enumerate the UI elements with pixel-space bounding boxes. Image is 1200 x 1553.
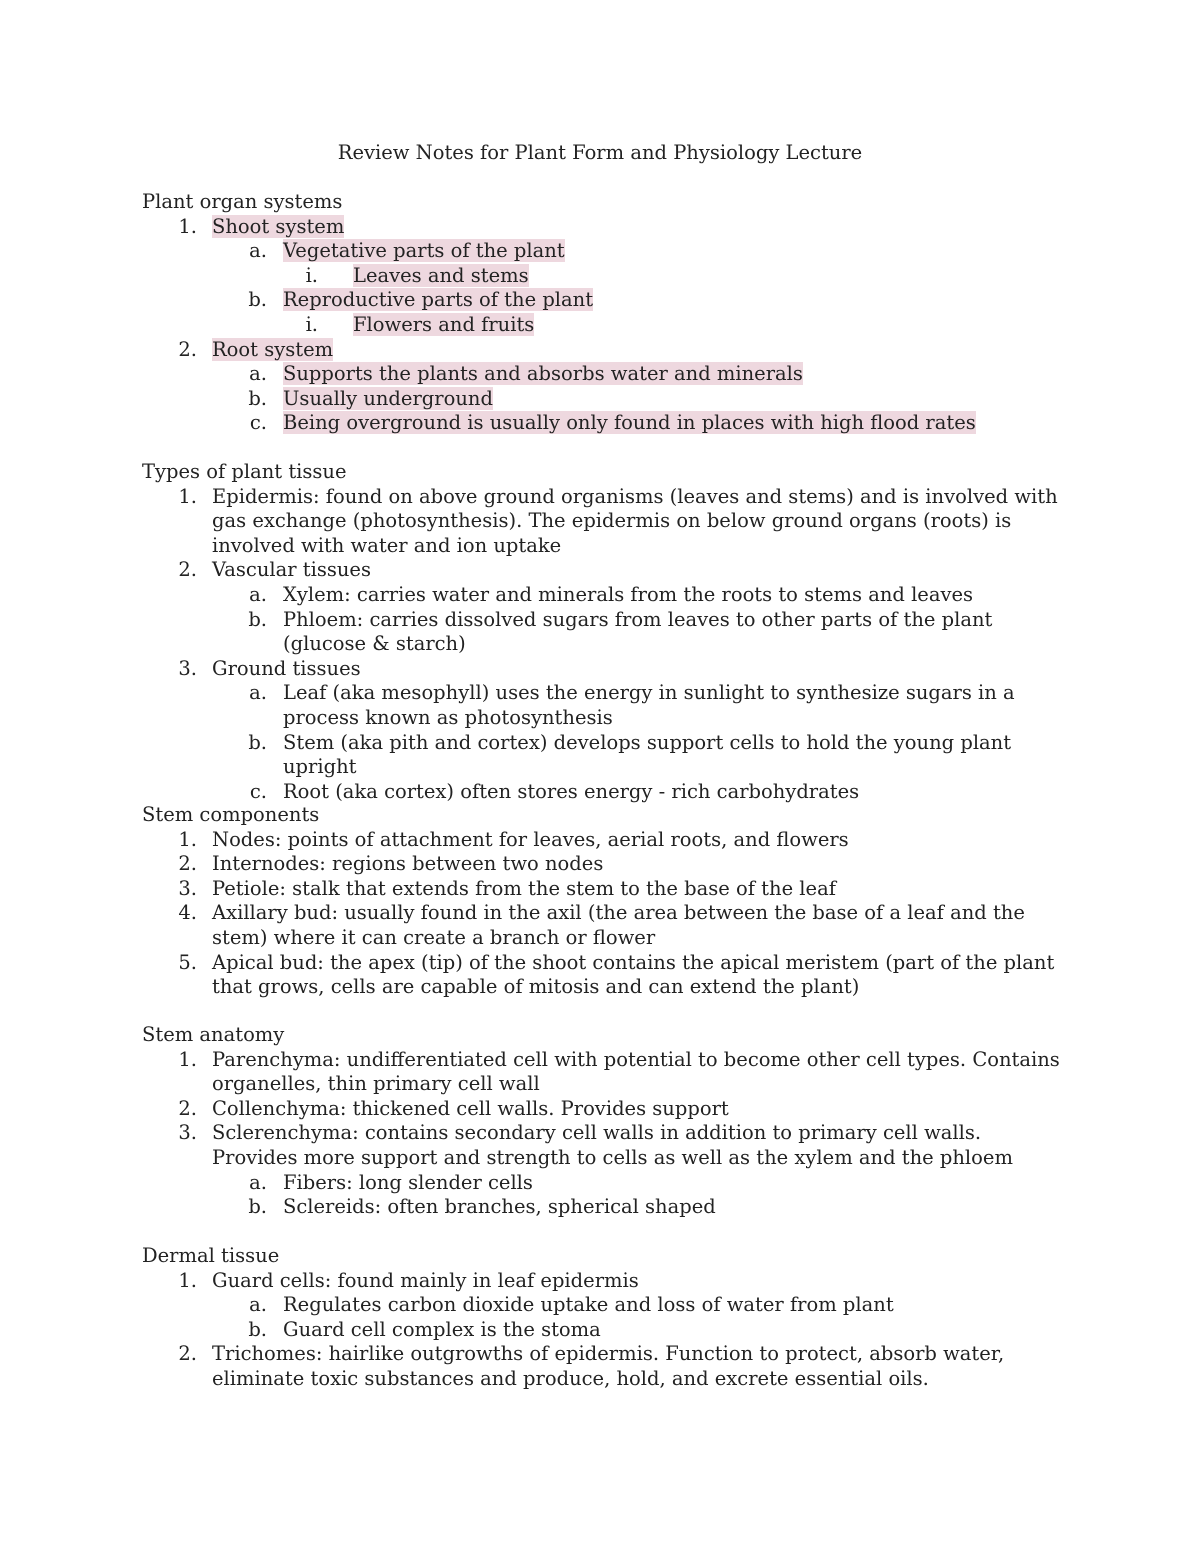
list-item — [142, 338, 1072, 363]
list-item — [142, 239, 1072, 264]
page-title: Review Notes for Plant Form and Physiology Lecture — [337, 141, 863, 164]
list-marker: b. — [248, 1195, 267, 1219]
list-item — [142, 1121, 1072, 1170]
list-item — [142, 608, 1072, 657]
list-item — [142, 1269, 1072, 1294]
list-marker: a. — [249, 1293, 267, 1317]
list-item-text: Root system — [212, 337, 334, 361]
section-heading: Types of plant tissue — [142, 460, 347, 483]
list-item — [142, 1048, 1072, 1097]
list-marker: 2. — [178, 1342, 197, 1366]
list-item — [142, 951, 1072, 1000]
list-marker: 3. — [178, 1121, 197, 1145]
list-marker: a. — [249, 239, 267, 263]
section-stem-anatomy — [142, 1023, 1072, 1220]
list-item-text: Epidermis: found on above ground organisms (leaves and stems) and is involved with gas exchange (photosynthesis). The epidermis on below ground organs (roots) is involved with water and ion uptake — [212, 484, 1058, 557]
list-item — [142, 1195, 1072, 1220]
list-item — [142, 411, 1072, 436]
list-item-text: Supports the plants and absorbs water and minerals — [283, 362, 803, 386]
list-item — [142, 877, 1072, 902]
list-item — [142, 731, 1072, 780]
list-item-text: Guard cells: found mainly in leaf epidermis — [212, 1268, 639, 1292]
list-marker: 1. — [178, 214, 197, 238]
list-item — [142, 215, 1072, 240]
list-marker: c. — [249, 411, 267, 435]
list-item-text: Ground tissues — [212, 656, 361, 680]
list-item — [142, 1342, 1072, 1391]
list-item — [142, 657, 1072, 682]
list-marker: 1. — [178, 1268, 197, 1292]
list-item-text: Root (aka cortex) often stores energy - rich carbohydrates — [283, 779, 860, 803]
list-item-text: Internodes: regions between two nodes — [212, 852, 604, 876]
list-item-text: Vascular tissues — [212, 558, 371, 582]
list-marker: 1. — [178, 827, 197, 851]
list-marker: a. — [249, 362, 267, 386]
list-marker: i. — [305, 312, 318, 336]
list-item — [142, 780, 1072, 805]
list-item — [142, 583, 1072, 608]
section-heading: Stem components — [142, 803, 320, 826]
list-item — [142, 387, 1072, 412]
list-item-text: Regulates carbon dioxide uptake and loss of water from plant — [283, 1293, 894, 1317]
list-item-text: Trichomes: hairlike outgrowths of epidermis. Function to protect, absorb water, eliminate toxic substances and produce, hold, and excrete essential oils. — [212, 1342, 1005, 1390]
list-item — [142, 288, 1072, 313]
list-item-text: Collenchyma: thickened cell walls. Provides support — [212, 1096, 729, 1120]
list-marker: 1. — [178, 1047, 197, 1071]
list-item-text: Axillary bud: usually found in the axil (the area between the base of a leaf and the stem) where it can create a branch or flower — [212, 901, 1025, 949]
list-item — [142, 852, 1072, 877]
list-marker: 4. — [178, 901, 197, 925]
list-item-text: Flowers and fruits — [353, 312, 535, 336]
list-marker: a. — [249, 1170, 267, 1194]
list-item-text: Leaves and stems — [353, 263, 529, 287]
list-marker: 1. — [178, 484, 197, 508]
list-item-text: Vegetative parts of the plant — [283, 239, 565, 263]
list-item-text: Being overground is usually only found in places with high flood rates — [283, 411, 976, 435]
list-item — [142, 1293, 1072, 1318]
list-item — [142, 485, 1072, 559]
list-item — [142, 558, 1072, 583]
list-item-text: Sclereids: often branches, spherical shaped — [283, 1195, 716, 1219]
list-marker: b. — [248, 607, 267, 631]
list-item-text: Apical bud: the apex (tip) of the shoot contains the apical meristem (part of the plant that grows, cells are capable of mitosis and can extend the plant) — [212, 950, 1055, 999]
list-marker: a. — [249, 582, 267, 606]
list-item — [142, 264, 1072, 289]
list-marker: i. — [305, 263, 318, 287]
list-item-text: Shoot system — [212, 214, 345, 238]
list-marker: b. — [248, 386, 267, 410]
list-marker: b. — [248, 730, 267, 754]
list-marker: a. — [249, 681, 267, 705]
list-marker: b. — [248, 1317, 267, 1341]
section-heading: Stem anatomy — [142, 1023, 285, 1046]
list-marker: 2. — [178, 1096, 197, 1120]
list-item-text: Stem (aka pith and cortex) develops support cells to hold the young plant upright — [283, 730, 1012, 779]
list-item-text: Sclerenchyma: contains secondary cell walls in addition to primary cell walls. Provides more support and strength to cells as well as the xylem and the phloem — [212, 1121, 1013, 1169]
list-item-text: Parenchyma: undifferentiated cell with potential to become other cell types. Contains organelles, thin primary cell wall — [212, 1047, 1060, 1096]
list-item-text: Reproductive parts of the plant — [283, 288, 594, 312]
list-item — [142, 1318, 1072, 1343]
section-types-of-plant-tissue — [142, 460, 1072, 804]
list-item-text: Guard cell complex is the stoma — [283, 1317, 601, 1341]
list-item — [142, 681, 1072, 730]
list-item-text: Phloem: carries dissolved sugars from leaves to other parts of the plant (glucose & starch) — [283, 607, 993, 656]
list-item-text: Fibers: long slender cells — [283, 1170, 533, 1194]
list-item — [142, 313, 1072, 338]
list-marker: c. — [249, 779, 267, 803]
list-item-text: Usually underground — [283, 386, 493, 410]
list-marker: b. — [248, 288, 267, 312]
list-item — [142, 828, 1072, 853]
section-dermal-tissue — [142, 1244, 1072, 1392]
section-heading: Dermal tissue — [142, 1244, 280, 1267]
list-item-text: Petiole: stalk that extends from the stem to the base of the leaf — [212, 876, 836, 900]
list-marker: 3. — [178, 876, 197, 900]
list-item — [142, 1171, 1072, 1196]
list-item-text: Nodes: points of attachment for leaves, aerial roots, and flowers — [212, 827, 849, 851]
section-stem-components — [142, 803, 1072, 1000]
list-marker: 2. — [178, 558, 197, 582]
list-item — [142, 362, 1072, 387]
section-heading: Plant organ systems — [142, 190, 343, 213]
section-plant-organ-systems — [142, 190, 1072, 436]
list-item-text: Xylem: carries water and minerals from the roots to stems and leaves — [283, 582, 974, 606]
list-item — [142, 1097, 1072, 1122]
list-marker: 5. — [178, 950, 197, 974]
list-item-text: Leaf (aka mesophyll) uses the energy in sunlight to synthesize sugars in a process known as photosynthesis — [283, 681, 1015, 729]
list-item — [142, 901, 1072, 950]
list-marker: 2. — [178, 337, 197, 361]
list-marker: 3. — [178, 656, 197, 680]
list-marker: 2. — [178, 852, 197, 876]
